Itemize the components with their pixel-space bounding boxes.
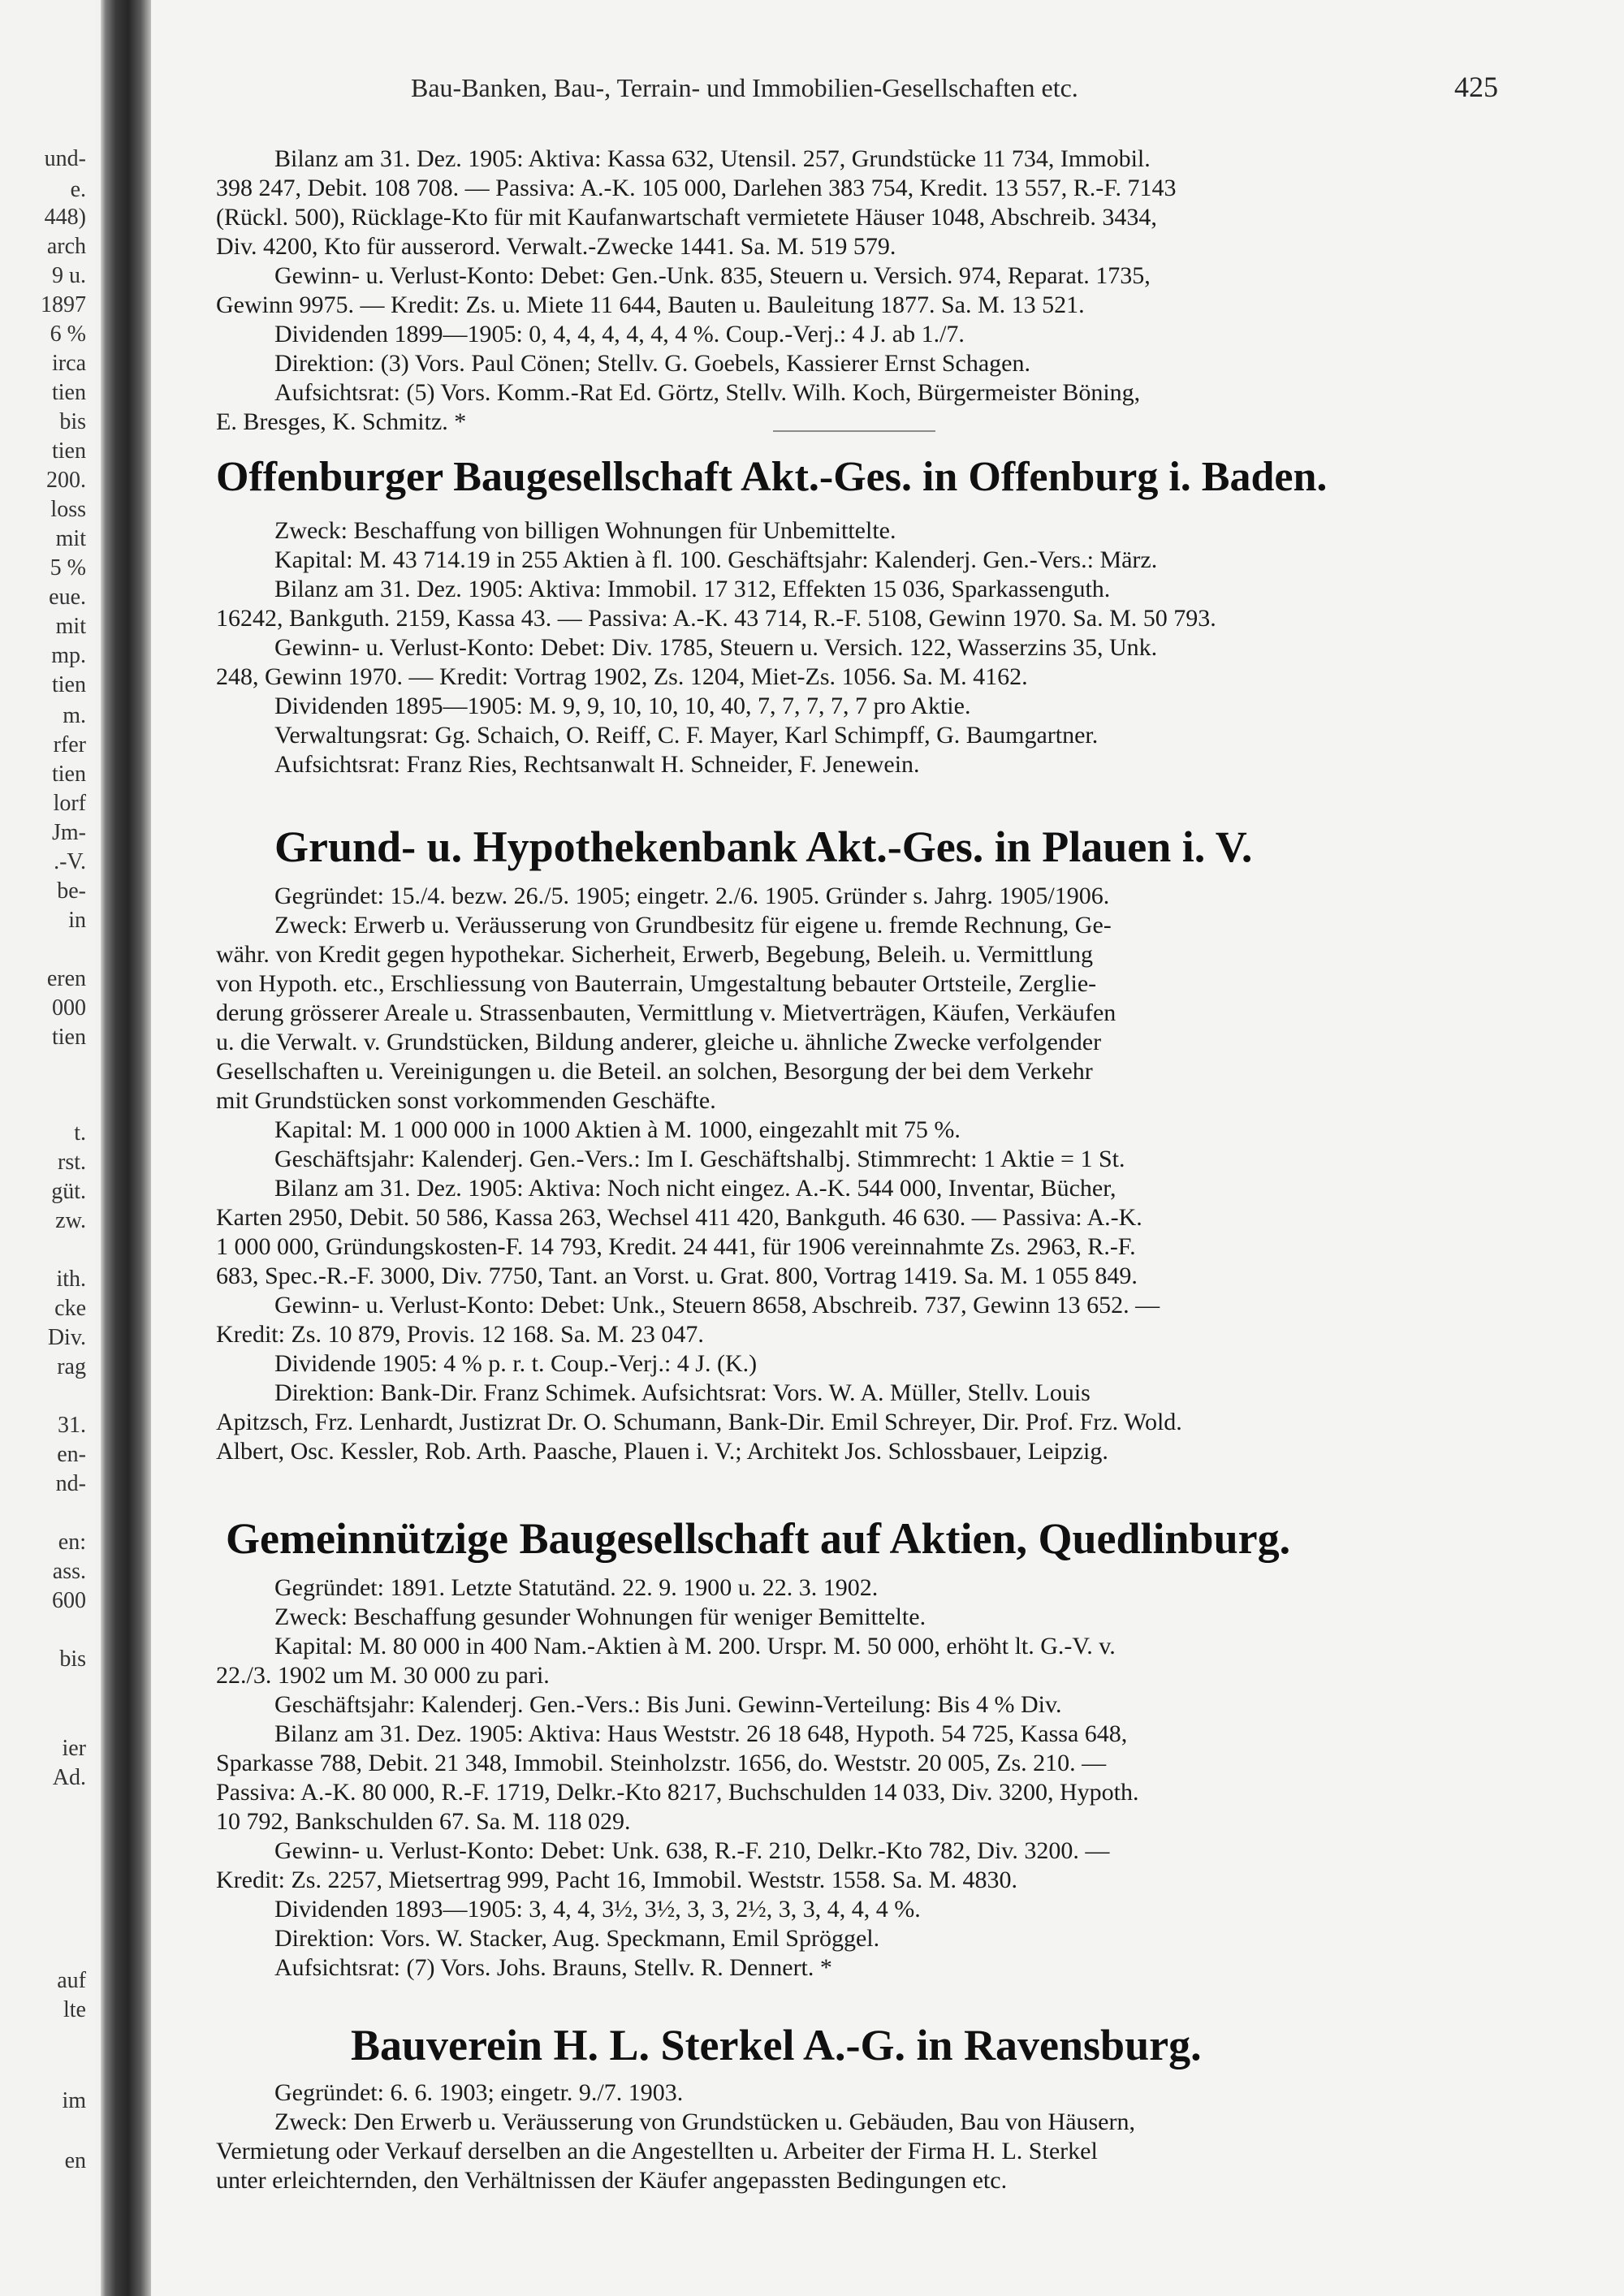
- margin-fragment: tien: [52, 672, 86, 697]
- page-number: 425: [1454, 71, 1498, 103]
- margin-fragment: 9 u.: [52, 263, 86, 288]
- entry-line: währ. von Kredit gegen hypothekar. Sicherheit, Erwerb, Begebung, Beleih. u. Vermittlung: [216, 941, 1094, 968]
- margin-fragment: be-: [57, 878, 86, 904]
- document-page: [151, 0, 1624, 2296]
- margin-fragment: tien: [52, 438, 86, 464]
- margin-fragment: und-: [44, 146, 86, 171]
- margin-fragment: 5 %: [50, 555, 86, 580]
- running-header-title: Bau-Banken, Bau-, Terrain- und Immobilien-Gesellschaften etc.: [411, 73, 1078, 102]
- entry-line: Bilanz am 31. Dez. 1905: Aktiva: Haus Weststr. 26 18 648, Hypoth. 54 725, Kassa 648,: [274, 1720, 1128, 1747]
- entry-line: 248, Gewinn 1970. — Kredit: Vortrag 1902, Zs. 1204, Miet-Zs. 1056. Sa. M. 4162.: [216, 663, 1028, 690]
- entry-line: Zweck: Den Erwerb u. Veräusserung von Grundstücken u. Gebäuden, Bau von Häusern,: [274, 2108, 1135, 2135]
- entry-line: von Hypoth. etc., Erschliessung von Bauterrain, Umgestaltung bebauter Ortsteile, Zerglie-: [216, 970, 1097, 997]
- entry-line: Kapital: M. 80 000 in 400 Nam.-Aktien à M. 200. Urspr. M. 50 000, erhöht lt. G.-V. v.: [274, 1633, 1116, 1659]
- margin-fragment: 200.: [46, 468, 86, 493]
- entry-line: Kredit: Zs. 2257, Mietsertrag 999, Pacht 16, Immobil. Weststr. 1558. Sa. M. 4830.: [216, 1867, 1017, 1893]
- entry-line: Apitzsch, Frz. Lenhardt, Justizrat Dr. O. Schumann, Bank-Dir. Emil Schreyer, Dir. Prof. Frz. Wold.: [216, 1409, 1182, 1435]
- margin-fragment: cke: [54, 1296, 86, 1321]
- continuation-line: Bilanz am 31. Dez. 1905: Aktiva: Kassa 632, Utensil. 257, Grundstücke 11 734, Immobil.: [274, 145, 1151, 172]
- entry-line: Gegründet: 6. 6. 1903; eingetr. 9./7. 1903.: [274, 2079, 684, 2106]
- margin-fragment: 6 %: [50, 322, 86, 347]
- margin-fragment: rst.: [58, 1150, 86, 1175]
- entry-line: Karten 2950, Debit. 50 586, Kassa 263, Wechsel 411 420, Bankguth. 46 630. — Passiva: A.-K.: [216, 1204, 1142, 1231]
- entry-line: Direktion: Vors. W. Stacker, Aug. Speckmann, Emil Spröggel.: [274, 1925, 880, 1952]
- book-spine: [101, 0, 151, 2296]
- entry-line: Gesellschaften u. Vereinigungen u. die Beteil. an solchen, Besorgung der bei dem Verkehr: [216, 1058, 1093, 1085]
- continuation-line: Dividenden 1899—1905: 0, 4, 4, 4, 4, 4, 4 %. Coup.-Verj.: 4 J. ab 1./7.: [274, 321, 965, 347]
- margin-fragment: nd-: [55, 1471, 86, 1496]
- entry-line: Sparkasse 788, Debit. 21 348, Immobil. Steinholzstr. 1656, do. Weststr. 20 005, Zs. 210. —: [216, 1750, 1107, 1776]
- entry-line: Aufsichtsrat: (7) Vors. Johs. Brauns, Stellv. R. Dennert. *: [274, 1954, 832, 1981]
- margin-fragment: eue.: [49, 585, 86, 610]
- margin-fragment: bis: [59, 1646, 86, 1672]
- margin-fragment: en:: [58, 1530, 86, 1555]
- margin-fragment: en-: [57, 1442, 86, 1467]
- entry-line: Gewinn- u. Verlust-Konto: Debet: Unk., Steuern 8658, Abschreib. 737, Gewinn 13 652. —: [274, 1292, 1160, 1318]
- entry-line: Kapital: M. 43 714.19 in 255 Aktien à fl. 100. Geschäftsjahr: Kalenderj. Gen.-Vers.: März.: [274, 546, 1158, 573]
- margin-fragment: loss: [50, 497, 86, 522]
- margin-fragment: rfer: [53, 732, 86, 757]
- continuation-line: Div. 4200, Kto für ausserord. Verwalt.-Zwecke 1441. Sa. M. 519 579.: [216, 233, 896, 260]
- margin-fragment: tien: [52, 1025, 86, 1050]
- entry-line: Vermietung oder Verkauf derselben an die Angestellten u. Arbeiter der Firma H. L. Sterkel: [216, 2138, 1098, 2164]
- margin-fragment: 000: [52, 995, 86, 1021]
- entry-line: Gegründet: 15./4. bezw. 26./5. 1905; eingetr. 2./6. 1905. Gründer s. Jahrg. 1905/1906.: [274, 883, 1110, 909]
- entry-heading: Gemeinnützige Baugesellschaft auf Aktien, Quedlinburg.: [226, 1514, 1291, 1563]
- margin-fragment: ier: [62, 1736, 86, 1761]
- margin-fragment: en: [64, 2148, 86, 2173]
- entry-line: Bilanz am 31. Dez. 1905: Aktiva: Noch nicht eingez. A.-K. 544 000, Inventar, Bücher,: [274, 1175, 1116, 1202]
- margin-fragment: m.: [63, 703, 86, 728]
- continuation-line: Gewinn 9975. — Kredit: Zs. u. Miete 11 644, Bauten u. Bauleitung 1877. Sa. M. 13 521.: [216, 291, 1085, 318]
- margin-fragment: rag: [57, 1354, 86, 1379]
- margin-fragment: Div.: [47, 1325, 86, 1350]
- margin-fragment: tien: [52, 762, 86, 787]
- margin-fragment: 1897: [41, 292, 86, 317]
- margin-fragment: 31.: [58, 1413, 86, 1438]
- continuation-line: 398 247, Debit. 108 708. — Passiva: A.-K. 105 000, Darlehen 383 754, Kredit. 13 557, R.-F. 7143: [216, 175, 1177, 201]
- entry-line: Direktion: Bank-Dir. Franz Schimek. Aufsichtsrat: Vors. W. A. Müller, Stellv. Louis: [274, 1379, 1091, 1406]
- entry-line: Dividenden 1895—1905: M. 9, 9, 10, 10, 10, 40, 7, 7, 7, 7, 7 pro Aktie.: [274, 693, 971, 719]
- entry-heading: Offenburger Baugesellschaft Akt.-Ges. in Offenburg i. Baden.: [216, 454, 1328, 500]
- continuation-line: (Rückl. 500), Rücklage-Kto für mit Kaufanwartschaft vermietete Häuser 1048, Abschreib. 3434,: [216, 204, 1157, 231]
- entry-line: Zweck: Beschaffung gesunder Wohnungen für weniger Bemittelte.: [274, 1603, 926, 1630]
- entry-heading: Bauverein H. L. Sterkel A.-G. in Ravensburg.: [351, 2021, 1202, 2069]
- adjacent-page-margin: [0, 0, 96, 2296]
- margin-fragment: .-V.: [54, 849, 86, 874]
- entry-line: 16242, Bankguth. 2159, Kassa 43. — Passiva: A.-K. 43 714, R.-F. 5108, Gewinn 1970. Sa. M. 50 793.: [216, 605, 1216, 632]
- continuation-line: Aufsichtsrat: (5) Vors. Komm.-Rat Ed. Görtz, Stellv. Wilh. Koch, Bürgermeister Böning,: [274, 379, 1141, 406]
- margin-fragment: im: [62, 2088, 86, 2113]
- entry-line: Dividende 1905: 4 % p. r. t. Coup.-Verj.: 4 J. (K.): [274, 1350, 758, 1377]
- continuation-line: Direktion: (3) Vors. Paul Cönen; Stellv. G. Goebels, Kassierer Ernst Schagen.: [274, 350, 1030, 377]
- entry-line: Zweck: Beschaffung von billigen Wohnungen für Unbemittelte.: [274, 517, 896, 544]
- entry-line: Albert, Osc. Kessler, Rob. Arth. Paasche, Plauen i. V.; Architekt Jos. Schlossbauer, Leipzig.: [216, 1438, 1108, 1465]
- entry-heading: Grund- u. Hypothekenbank Akt.-Ges. in Plauen i. V.: [274, 822, 1253, 871]
- continuation-line: E. Bresges, K. Schmitz. *: [216, 408, 467, 435]
- margin-fragment: bis: [59, 409, 86, 434]
- margin-fragment: ass.: [52, 1559, 86, 1584]
- margin-fragment: Ad.: [52, 1765, 86, 1790]
- margin-fragment: 448): [44, 205, 86, 230]
- margin-fragment: auf: [57, 1968, 86, 1993]
- entry-line: unter erleichternden, den Verhältnissen der Käufer angepassten Bedingungen etc.: [216, 2167, 1008, 2194]
- margin-fragment: güt.: [51, 1179, 86, 1204]
- entry-line: 683, Spec.-R.-F. 3000, Div. 7750, Tant. an Vorst. u. Grat. 800, Vortrag 1419. Sa. M. 1 055 849.: [216, 1262, 1138, 1289]
- margin-fragment: tien: [52, 380, 86, 405]
- margin-fragment: Jm-: [52, 820, 86, 845]
- margin-fragment: e.: [70, 177, 86, 202]
- margin-fragment: lte: [63, 1997, 86, 2022]
- entry-line: u. die Verwalt. v. Grundstücken, Bildung anderer, gleiche u. ähnliche Zwecke verfolgender: [216, 1029, 1102, 1055]
- entry-line: Kredit: Zs. 10 879, Provis. 12 168. Sa. M. 23 047.: [216, 1321, 704, 1348]
- margin-fragment: mit: [55, 614, 86, 639]
- entry-line: Gegründet: 1891. Letzte Statutänd. 22. 9. 1900 u. 22. 3. 1902.: [274, 1574, 879, 1601]
- margin-fragment: mp.: [51, 643, 86, 668]
- margin-fragment: 600: [52, 1588, 86, 1613]
- entry-line: Geschäftsjahr: Kalenderj. Gen.-Vers.: Im I. Geschäftshalbj. Stimmrecht: 1 Aktie = 1 St.: [274, 1146, 1125, 1172]
- margin-fragment: lorf: [53, 791, 86, 816]
- margin-fragment: zw.: [55, 1208, 86, 1233]
- entry-line: Gewinn- u. Verlust-Konto: Debet: Div. 1785, Steuern u. Versich. 122, Wasserzins 35, Unk.: [274, 634, 1158, 661]
- entry-line: Geschäftsjahr: Kalenderj. Gen.-Vers.: Bis Juni. Gewinn-Verteilung: Bis 4 % Div.: [274, 1691, 1062, 1718]
- entry-line: Dividenden 1893—1905: 3, 4, 4, 3½, 3½, 3, 3, 2½, 3, 3, 4, 4, 4 %.: [274, 1896, 921, 1923]
- continuation-line: Gewinn- u. Verlust-Konto: Debet: Gen.-Unk. 835, Steuern u. Versich. 974, Reparat. 1735,: [274, 262, 1151, 289]
- entry-line: Gewinn- u. Verlust-Konto: Debet: Unk. 638, R.-F. 210, Delkr.-Kto 782, Div. 3200. —: [274, 1837, 1110, 1864]
- entry-line: mit Grundstücken sonst vorkommenden Geschäfte.: [216, 1087, 716, 1114]
- margin-fragment: ith.: [56, 1267, 86, 1292]
- entry-line: 22./3. 1902 um M. 30 000 zu pari.: [216, 1662, 550, 1689]
- margin-fragment: mit: [55, 526, 86, 551]
- entry-line: 10 792, Bankschulden 67. Sa. M. 118 029.: [216, 1808, 631, 1835]
- entry-line: 1 000 000, Gründungskosten-F. 14 793, Kredit. 24 441, für 1906 vereinnahmte Zs. 2963, R.-F.: [216, 1233, 1136, 1260]
- entry-line: Zweck: Erwerb u. Veräusserung von Grundbesitz für eigene u. fremde Rechnung, Ge-: [274, 912, 1112, 939]
- separator-rule: [773, 430, 935, 432]
- entry-line: Verwaltungsrat: Gg. Schaich, O. Reiff, C. F. Mayer, Karl Schimpff, G. Baumgartner.: [274, 722, 1099, 749]
- entry-line: Kapital: M. 1 000 000 in 1000 Aktien à M. 1000, eingezahlt mit 75 %.: [274, 1116, 961, 1143]
- entry-line: Passiva: A.-K. 80 000, R.-F. 1719, Delkr.-Kto 8217, Buchschulden 14 033, Div. 3200, Hypoth.: [216, 1779, 1139, 1806]
- margin-fragment: irca: [52, 351, 86, 376]
- entry-line: Aufsichtsrat: Franz Ries, Rechtsanwalt H. Schneider, F. Jenewein.: [274, 751, 920, 778]
- entry-line: Bilanz am 31. Dez. 1905: Aktiva: Immobil. 17 312, Effekten 15 036, Sparkassenguth.: [274, 576, 1111, 602]
- margin-fragment: in: [68, 908, 86, 933]
- margin-fragment: arch: [46, 234, 86, 259]
- entry-line: derung grösserer Areale u. Strassenbauten, Vermittlung v. Mietverträgen, Käufen, Verkäufen: [216, 999, 1116, 1026]
- margin-fragment: t.: [74, 1120, 86, 1146]
- margin-fragment: eren: [46, 966, 86, 991]
